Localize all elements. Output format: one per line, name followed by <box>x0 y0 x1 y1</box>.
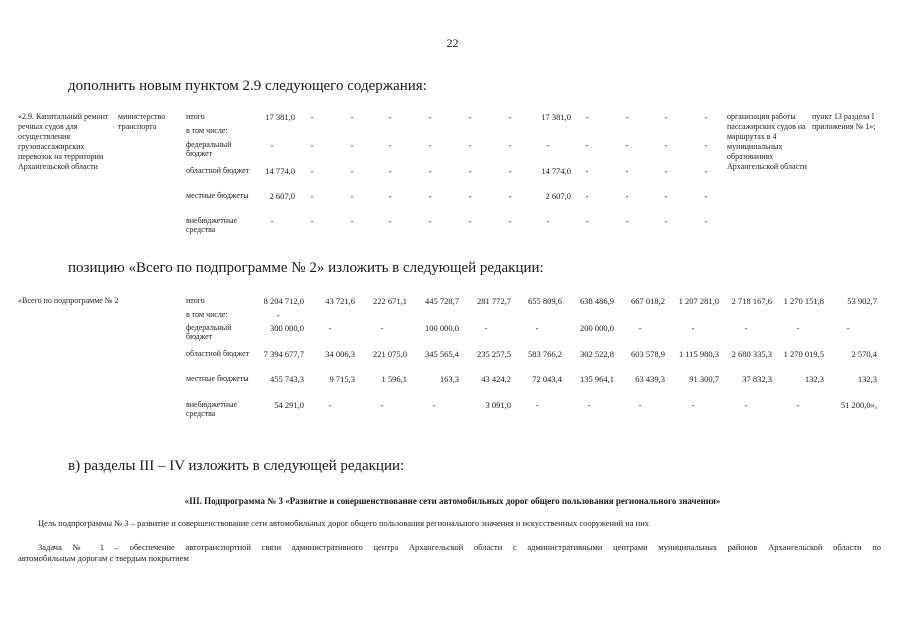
table-cell: - <box>508 191 512 201</box>
table-cell: - <box>704 112 708 122</box>
table-cell: 2 680 335,3 <box>731 349 772 359</box>
table-cell: - <box>310 216 314 226</box>
table-cell: - <box>508 216 512 226</box>
amendment-heading-2-9: дополнить новым пунктом 2.9 следующего содержания: <box>68 78 427 94</box>
table-cell: - <box>704 166 708 176</box>
table-cell: - <box>388 112 392 122</box>
table-cell: 43 721,6 <box>325 296 355 306</box>
table-cell: - <box>664 112 668 122</box>
table-cell: 2 718 167,6 <box>731 296 772 306</box>
table-cell: - <box>796 323 800 333</box>
table-cell: - <box>625 112 629 122</box>
table-cell: - <box>638 400 642 410</box>
table-cell: - <box>585 216 589 226</box>
table-cell: - <box>428 216 432 226</box>
table-cell: - <box>535 400 539 410</box>
row-label: областной бюджет <box>186 349 250 358</box>
table-cell: - <box>468 140 472 150</box>
table-cell: 72 043,4 <box>532 374 562 384</box>
table-cell: - <box>508 140 512 150</box>
table-cell: 638 486,9 <box>580 296 614 306</box>
table-cell: 63 439,3 <box>635 374 665 384</box>
table-cell: - <box>625 140 629 150</box>
table-cell: - <box>704 191 708 201</box>
table-cell: - <box>328 400 332 410</box>
table-cell: - <box>484 323 488 333</box>
table-cell: 655 809,6 <box>528 296 562 306</box>
row-label: итого <box>186 112 205 121</box>
table-cell: - <box>691 400 695 410</box>
table-cell: - <box>310 112 314 122</box>
table-cell: 14 774,0 <box>541 166 571 176</box>
table-cell: - <box>638 323 642 333</box>
table-cell: 302 522,8 <box>580 349 614 359</box>
table-cell: 17 381,0 <box>265 112 295 122</box>
table-cell: - <box>625 216 629 226</box>
row-label: внебюджетные средства <box>186 400 237 418</box>
table1-name-cell: «2.9. Капитальный ремонт речных судов для осуществления грузопассажирских перевозок на территории Архангельской области <box>18 112 109 171</box>
table-cell: - <box>428 166 432 176</box>
table-cell: 3 091,0 <box>485 400 511 410</box>
table-cell: - <box>388 166 392 176</box>
table-cell: - <box>310 191 314 201</box>
table-cell: - <box>585 191 589 201</box>
table-cell: 281 772,7 <box>477 296 511 306</box>
table-cell: - <box>380 323 384 333</box>
table-cell: 8 204 712,0 <box>263 296 304 306</box>
table-cell: 14 774,0 <box>265 166 295 176</box>
table-cell: - <box>350 191 354 201</box>
table-cell: 132,3 <box>804 374 824 384</box>
row-label: областной бюджет <box>186 166 250 175</box>
table-cell: - <box>535 323 539 333</box>
table1-reference-cell: пункт 13 раздела I приложения № 1»; <box>812 112 876 131</box>
table-cell: - <box>428 112 432 122</box>
table2-name-cell: «Всего по подпрограмме № 2 <box>18 296 119 305</box>
table-cell: - <box>310 166 314 176</box>
table-cell: 2 570,4 <box>851 349 877 359</box>
table-cell: - <box>428 140 432 150</box>
table-cell: - <box>468 112 472 122</box>
page-number: 22 <box>446 36 459 50</box>
table-cell: 603 578,9 <box>631 349 665 359</box>
table-cell: 235 257,5 <box>477 349 511 359</box>
table-cell: - <box>664 140 668 150</box>
table-cell: - <box>428 191 432 201</box>
row-label: в том числе: <box>186 310 228 319</box>
table-cell: 51 200,0», <box>840 400 877 410</box>
table-cell: - <box>350 140 354 150</box>
table-cell: 445 728,7 <box>425 296 459 306</box>
table1-result-cell: организация работы пассажирских судов на маршрутах в 4 муниципальных образованиях Архангельской области <box>727 112 807 171</box>
table-cell: 1 270 151,8 <box>783 296 824 306</box>
table-cell: - <box>691 323 695 333</box>
table-cell: - <box>546 140 550 150</box>
table-cell: 1 596,1 <box>381 374 407 384</box>
table-cell: - <box>704 216 708 226</box>
table-cell: 222 671,1 <box>373 296 407 306</box>
table-cell: 2 607,0 <box>269 191 295 201</box>
table-cell: - <box>276 310 280 320</box>
table-cell: 135 964,1 <box>580 374 614 384</box>
table-cell: 455 743,3 <box>270 374 304 384</box>
table-cell: 43 424,2 <box>481 374 511 384</box>
amendment-heading-sections: в) разделы III – IV изложить в следующей редакции: <box>68 458 405 474</box>
table-cell: - <box>846 323 850 333</box>
row-label: местные бюджеты <box>186 191 249 200</box>
table-cell: - <box>388 191 392 201</box>
table-cell: - <box>625 166 629 176</box>
table-cell: 91 300,7 <box>689 374 719 384</box>
row-label: местные бюджеты <box>186 374 249 383</box>
table-cell: - <box>625 191 629 201</box>
table-cell: 132,3 <box>857 374 877 384</box>
table-cell: 54 291,0 <box>274 400 304 410</box>
table-cell: - <box>744 323 748 333</box>
table1-executor-cell: министерство транспорта <box>118 112 166 131</box>
table-cell: - <box>468 191 472 201</box>
table-cell: - <box>546 216 550 226</box>
table-cell: - <box>585 112 589 122</box>
table-cell: - <box>796 400 800 410</box>
table-cell: 667 018,2 <box>631 296 665 306</box>
table-cell: 100 000,0 <box>425 323 459 333</box>
table-cell: - <box>350 112 354 122</box>
table-cell: 1 270 019,5 <box>783 349 824 359</box>
table-cell: 53 902,7 <box>847 296 877 306</box>
table-cell: - <box>432 400 436 410</box>
table-cell: - <box>468 166 472 176</box>
table-cell: - <box>468 216 472 226</box>
row-label: итого <box>186 296 205 305</box>
table-cell: - <box>270 140 274 150</box>
table-cell: 221 075,0 <box>373 349 407 359</box>
table-cell: 37 832,3 <box>742 374 772 384</box>
task-paragraph-line1: Задача № 1 – обеспечение автотранспортной связи административного центра Архангельской области с административными центрами муниципальных районов Архангельской области по <box>38 542 881 552</box>
table-cell: - <box>704 140 708 150</box>
table-cell: - <box>310 140 314 150</box>
table-cell: - <box>328 323 332 333</box>
table-cell: 1 115 980,3 <box>678 349 719 359</box>
table-cell: - <box>585 166 589 176</box>
section-title: «III. Подпрограмма № 3 «Развитие и совершенствование сети автомобильных дорог общего пользования регионального значения» <box>184 496 721 506</box>
row-label: федеральный бюджет <box>186 323 232 341</box>
table-cell: 9 715,3 <box>329 374 355 384</box>
table-cell: - <box>664 216 668 226</box>
table-cell: 300 000,0 <box>270 323 304 333</box>
table-cell: 345 565,4 <box>425 349 459 359</box>
table-cell: - <box>744 400 748 410</box>
table-cell: - <box>585 140 589 150</box>
table-cell: 200 000,0 <box>580 323 614 333</box>
table-cell: - <box>350 166 354 176</box>
table-cell: - <box>664 191 668 201</box>
table-cell: - <box>388 140 392 150</box>
table-cell: 7 394 677,7 <box>263 349 304 359</box>
table-cell: - <box>380 400 384 410</box>
table-cell: - <box>587 400 591 410</box>
row-label: в том числе: <box>186 126 228 135</box>
table-cell: - <box>508 166 512 176</box>
table-cell: 17 381,0 <box>541 112 571 122</box>
table-cell: - <box>508 112 512 122</box>
row-label: внебюджетные средства <box>186 216 237 234</box>
amendment-heading-total: позицию «Всего по подпрограмме № 2» изложить в следующей редакции: <box>68 260 544 276</box>
goal-paragraph: Цель подпрограммы № 3 – развитие и совершенствование сети автомобильных дорог общего пользования регионального значения и искусственных сооружений на них <box>38 518 650 528</box>
table-cell: 163,3 <box>439 374 459 384</box>
row-label: федеральный бюджет <box>186 140 232 158</box>
task-paragraph-line2: автомобильным дорогам с твердым покрытием <box>18 553 189 563</box>
table-cell: - <box>350 216 354 226</box>
table-cell: 34 006,3 <box>325 349 355 359</box>
table-cell: - <box>388 216 392 226</box>
table-cell: 583 766,2 <box>528 349 562 359</box>
table-cell: - <box>270 216 274 226</box>
table-cell: 1 207 281,0 <box>678 296 719 306</box>
table-cell: - <box>664 166 668 176</box>
table-cell: 2 607,0 <box>545 191 571 201</box>
